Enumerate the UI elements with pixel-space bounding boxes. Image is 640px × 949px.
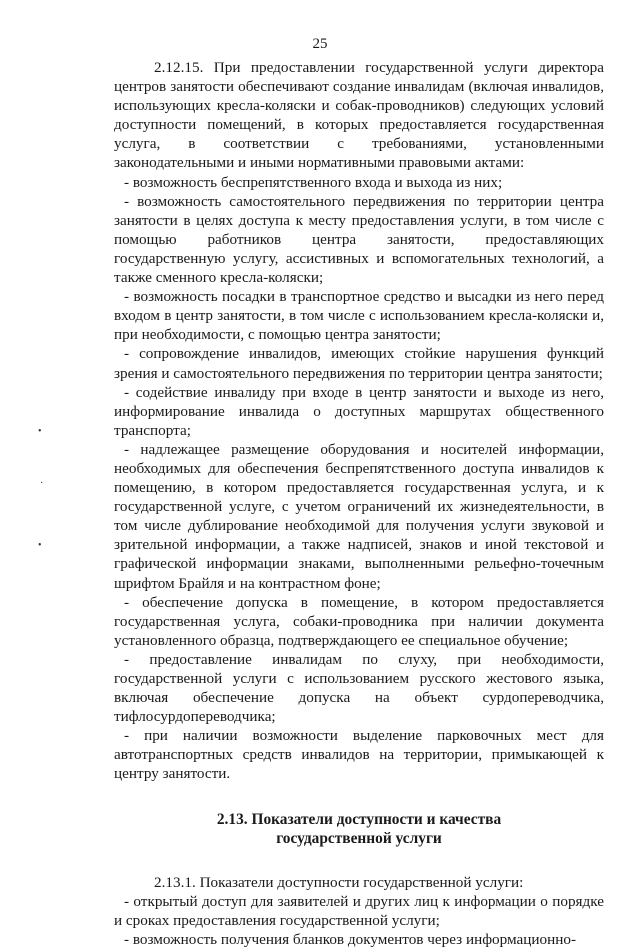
heading-line: 2.13. Показатели доступности и качества (216, 810, 502, 828)
heading-line: государственной услуги (276, 830, 442, 848)
document-body (114, 58, 604, 949)
list-item: - надлежащее размещение оборудования и носителей информации, необходимых для обеспечения беспрепятственного доступа инвалидов к помещению, в котором предоставляется государственная услуга, и к государственной услуге, с учетом ограничений их жизнедеятельности, в том числе дублирование необходимой для получения услуги звуковой и зрительной информации, а также надписей, знаков и иной текстовой и графической информации знаками, выполненными рельефно-точечным шрифтом Брайля и на контрастном фоне; (114, 440, 604, 592)
list-item: - содействие инвалиду при входе в центр занятости и выходе из него, информирование инвалида о доступных маршрутах общественного транспорта; (114, 383, 604, 439)
margin-mark: • (38, 540, 42, 551)
list-item: - возможность получения бланков документов через информационно- (124, 930, 577, 948)
paragraph-2-12-15: 2.12.15. При предоставлении государственной услуги директора центров занятости обеспечивают создание инвалидам (включая инвалидов, использующих кресла-коляски и собак-проводников) следующих условий доступности помещений, в которых предоставляется государственная услуга, в соответствии с требованиями, установленными законодательными и иными нормативными правовыми актами: (114, 59, 604, 172)
list-item: - сопровождение инвалидов, имеющих стойкие нарушения функций зрения и самостоятельного передвижения по территории центра занятости; (114, 345, 604, 382)
list-item: - возможность беспрепятственного входа и выхода из них; (124, 173, 503, 191)
list-item: - предоставление инвалидам по слуху, при необходимости, государственной услуги с использованием русского жестового языка, включая обеспечение допуска на объект сурдопереводчика, тифлосурдопереводчика; (114, 650, 604, 726)
list-item: - открытый доступ для заявителей и других лиц к информации о порядке и сроках предоставления государственной услуги; (114, 892, 604, 929)
paragraph-2-13-1: 2.13.1. Показатели доступности государственной услуги: (154, 873, 524, 891)
list-item: - возможность посадки в транспортное средство и высадки из него перед входом в центр занятости, в том числе с использованием кресла-коляски и, при необходимости, с помощью центра занятости; (114, 288, 604, 344)
list-item: - обеспечение допуска в помещение, в котором предоставляется государственная услуга, собаки-проводника при наличии документа установленного образца, подтверждающего ее специальное обучение; (114, 593, 604, 649)
page-number: 25 (312, 36, 328, 52)
section-heading-2-13 (114, 810, 604, 849)
list-item: - возможность самостоятельного передвижения по территории центра занятости в целях доступа к месту предоставления услуги, в том числе с помощью работников центра занятости, предоставляющих государственную услугу, ассистивных и вспомогательных технологий, а также сменного кресла-коляски; (114, 192, 604, 287)
margin-mark: • (38, 426, 42, 437)
list-item: - при наличии возможности выделение парковочных мест для автотранспортных средств инвалидов на территории, примыкающей к центру занятости. (114, 727, 604, 783)
margin-mark: · (40, 478, 44, 489)
